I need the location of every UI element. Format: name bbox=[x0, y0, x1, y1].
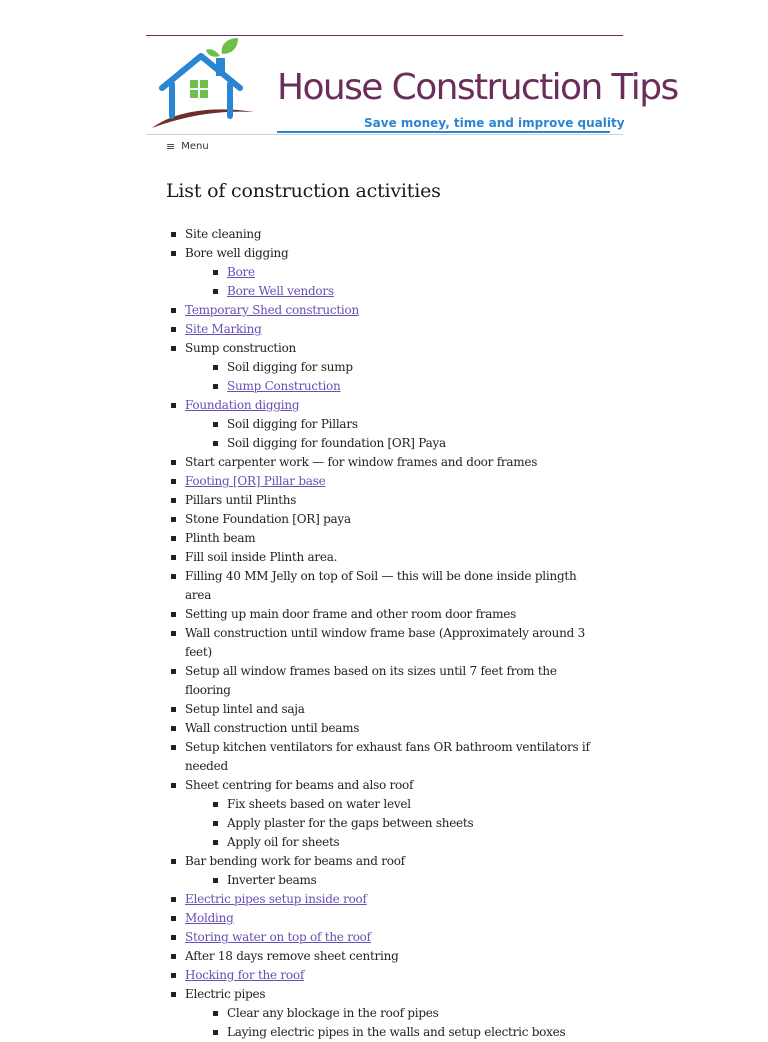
activity-item bbox=[166, 491, 606, 510]
activity-text: Plinth beam bbox=[185, 531, 256, 545]
activity-subitem bbox=[185, 415, 606, 434]
activity-subitem bbox=[185, 263, 606, 282]
activity-item bbox=[166, 225, 606, 244]
activity-subitem bbox=[185, 871, 606, 890]
activity-text: Stone Foundation [OR] paya bbox=[185, 512, 351, 526]
site-tagline: Save money, time and improve quality bbox=[364, 116, 625, 130]
activity-link[interactable]: Temporary Shed construction bbox=[185, 303, 359, 317]
activity-sublist bbox=[185, 358, 606, 396]
activity-subitem bbox=[185, 282, 606, 301]
activity-item bbox=[166, 510, 606, 529]
activity-sublink[interactable]: Bore Well vendors bbox=[227, 284, 334, 298]
activity-item bbox=[166, 548, 606, 567]
activity-subitem bbox=[185, 814, 606, 833]
activity-item bbox=[166, 320, 606, 339]
activity-item bbox=[166, 472, 606, 491]
activity-sublist bbox=[185, 795, 606, 852]
activity-subtext: Apply plaster for the gaps between sheets bbox=[227, 816, 474, 830]
activity-text: Setup kitchen ventilators for exhaust fans OR bathroom ventilators if needed bbox=[185, 740, 590, 773]
activity-subtext: Inverter beams bbox=[227, 873, 317, 887]
activity-item bbox=[166, 985, 606, 1042]
activity-text: Sheet centring for beams and also roof bbox=[185, 778, 414, 792]
activity-link[interactable]: Molding bbox=[185, 911, 234, 925]
house-icon[interactable] bbox=[146, 36, 256, 132]
activity-subitem bbox=[185, 1023, 606, 1042]
activity-text: Fill soil inside Plinth area. bbox=[185, 550, 338, 564]
activity-item bbox=[166, 947, 606, 966]
activity-subitem bbox=[185, 434, 606, 453]
activity-subtext: Soil digging for foundation [OR] Paya bbox=[227, 436, 446, 450]
activity-link[interactable]: Hocking for the roof bbox=[185, 968, 305, 982]
activity-link[interactable]: Foundation digging bbox=[185, 398, 300, 412]
activity-text: Bore well digging bbox=[185, 246, 289, 260]
activity-item bbox=[166, 909, 606, 928]
page-title: List of construction activities bbox=[166, 180, 441, 202]
activity-item bbox=[166, 567, 606, 605]
activity-text: Site cleaning bbox=[185, 227, 262, 241]
activity-link[interactable]: Electric pipes setup inside roof bbox=[185, 892, 367, 906]
activity-link[interactable]: Site Marking bbox=[185, 322, 262, 336]
site-title[interactable]: House Construction Tips bbox=[277, 67, 678, 108]
activity-item bbox=[166, 966, 606, 985]
activity-sublink[interactable]: Bore bbox=[227, 265, 255, 279]
activity-subitem bbox=[185, 358, 606, 377]
activity-subitem bbox=[185, 833, 606, 852]
activity-item bbox=[166, 852, 606, 890]
activity-text: Pillars until Plinths bbox=[185, 493, 297, 507]
activity-text: Bar bending work for beams and roof bbox=[185, 854, 405, 868]
activity-subitem bbox=[185, 795, 606, 814]
activity-subtext: Soil digging for sump bbox=[227, 360, 353, 374]
activity-item bbox=[166, 605, 606, 624]
activity-text: Filling 40 MM Jelly on top of Soil — this will be done inside plingth area bbox=[185, 569, 577, 602]
activity-sublist bbox=[185, 415, 606, 453]
activity-text: Start carpenter work — for window frames and door frames bbox=[185, 455, 538, 469]
tagline-underline bbox=[277, 131, 610, 133]
activity-text: Sump construction bbox=[185, 341, 297, 355]
activity-item bbox=[166, 453, 606, 472]
activity-text: After 18 days remove sheet centring bbox=[185, 949, 399, 963]
activity-item bbox=[166, 301, 606, 320]
activity-subtext: Laying electric pipes in the walls and setup electric boxes bbox=[227, 1025, 566, 1039]
activity-item bbox=[166, 529, 606, 548]
activity-item bbox=[166, 396, 606, 453]
activity-text: Wall construction until window frame base (Approximately around 3 feet) bbox=[185, 626, 585, 659]
activity-link[interactable]: Storing water on top of the roof bbox=[185, 930, 371, 944]
activity-text: Setting up main door frame and other room door frames bbox=[185, 607, 517, 621]
activity-text: Setup lintel and saja bbox=[185, 702, 305, 716]
activity-item bbox=[166, 776, 606, 852]
activity-text: Wall construction until beams bbox=[185, 721, 360, 735]
activity-list bbox=[166, 225, 606, 1042]
activity-item bbox=[166, 928, 606, 947]
activity-item bbox=[166, 719, 606, 738]
activity-item bbox=[166, 662, 606, 700]
activity-item bbox=[166, 339, 606, 396]
activity-item bbox=[166, 244, 606, 301]
hamburger-icon: ≡ bbox=[166, 140, 176, 153]
activity-sublist bbox=[185, 263, 606, 301]
activity-item bbox=[166, 738, 606, 776]
activity-text: Setup all window frames based on its sizes until 7 feet from the flooring bbox=[185, 664, 557, 697]
activity-link[interactable]: Footing [OR] Pillar base bbox=[185, 474, 326, 488]
activity-sublink[interactable]: Sump Construction bbox=[227, 379, 341, 393]
activity-item bbox=[166, 700, 606, 719]
activity-subitem bbox=[185, 1004, 606, 1023]
activity-item bbox=[166, 624, 606, 662]
activity-sublist bbox=[185, 1004, 606, 1042]
activity-text: Electric pipes bbox=[185, 987, 266, 1001]
activity-sublist bbox=[185, 871, 606, 890]
activity-subtext: Clear any blockage in the roof pipes bbox=[227, 1006, 439, 1020]
activity-subtext: Apply oil for sheets bbox=[227, 835, 340, 849]
activity-item bbox=[166, 890, 606, 909]
menu-toggle-button[interactable] bbox=[166, 140, 209, 153]
menu-label: Menu bbox=[181, 141, 209, 152]
activity-subtext: Soil digging for Pillars bbox=[227, 417, 358, 431]
activity-subitem bbox=[185, 377, 606, 396]
header-divider bbox=[146, 134, 623, 135]
activity-subtext: Fix sheets based on water level bbox=[227, 797, 411, 811]
